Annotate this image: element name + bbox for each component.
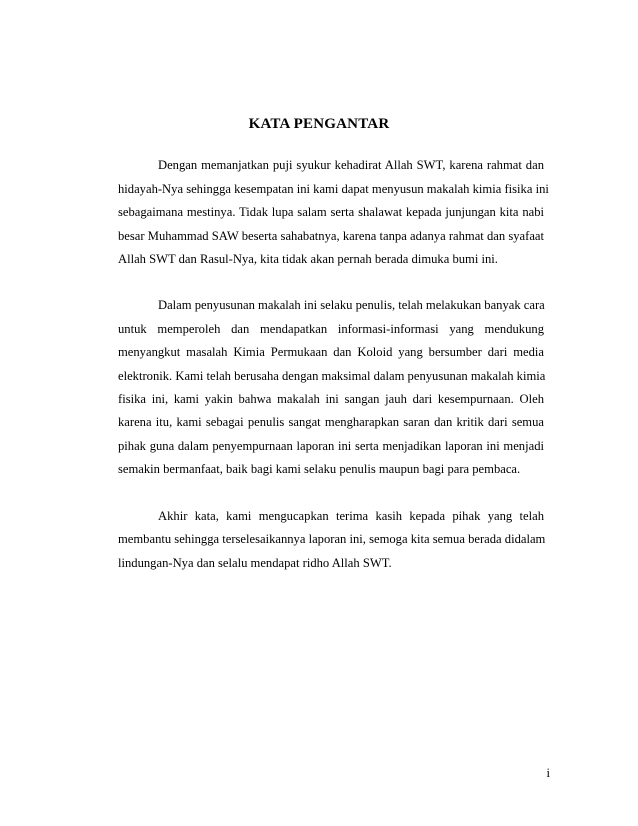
paragraph-1-line-3: sebagaimana mestinya. Tidak lupa salam serta shalawat kepada junjungan kita nabi xyxy=(118,205,544,219)
page-number: i xyxy=(546,766,550,780)
paragraph-2-line-1: Dalam penyusunan makalah ini selaku penulis, telah melakukan banyak cara xyxy=(158,298,545,312)
paragraph-1-line-4: besar Muhammad SAW beserta sahabatnya, karena tanpa adanya rahmat dan syafaat xyxy=(118,229,544,243)
paragraph-1-line-5: Allah SWT dan Rasul-Nya, kita tidak akan pernah berada dimuka bumi ini. xyxy=(118,252,498,266)
paragraph-2-line-5: fisika ini, kami yakin bahwa makalah ini sangan jauh dari kesempurnaan. Oleh xyxy=(118,392,544,406)
paragraph-3-line-3: lindungan-Nya dan selalu mendapat ridho Allah SWT. xyxy=(118,556,392,570)
paragraph-1-line-2: hidayah-Nya sehingga kesempatan ini kami dapat menyusun makalah kimia fisika ini xyxy=(118,182,549,196)
paragraph-2-line-2: untuk memperoleh dan mendapatkan informasi-informasi yang mendukung xyxy=(118,322,544,336)
paragraph-2-line-4: elektronik. Kami telah berusaha dengan maksimal dalam penyusunan makalah kimia xyxy=(118,369,546,383)
paragraph-2-line-3: menyangkut masalah Kimia Permukaan dan Koloid yang bersumber dari media xyxy=(118,345,544,359)
paragraph-3-line-1: Akhir kata, kami mengucapkan terima kasih kepada pihak yang telah xyxy=(158,509,544,523)
page-title: KATA PENGANTAR xyxy=(248,116,390,132)
paragraph-3-line-2: membantu sehingga terselesaikannya laporan ini, semoga kita semua berada didalam xyxy=(118,532,546,546)
paragraph-1-line-1: Dengan memanjatkan puji syukur kehadirat Allah SWT, karena rahmat dan xyxy=(158,158,544,172)
paragraph-2-line-6: karena itu, kami sebagai penulis sangat mengharapkan saran dan kritik dari semua xyxy=(118,415,544,429)
paragraph-2-line-8: semakin bermanfaat, baik bagi kami selaku penulis maupun bagi para pembaca. xyxy=(118,462,521,476)
paragraph-2-line-7: pihak guna dalam penyempurnaan laporan ini serta menjadikan laporan ini menjadi xyxy=(118,439,544,453)
